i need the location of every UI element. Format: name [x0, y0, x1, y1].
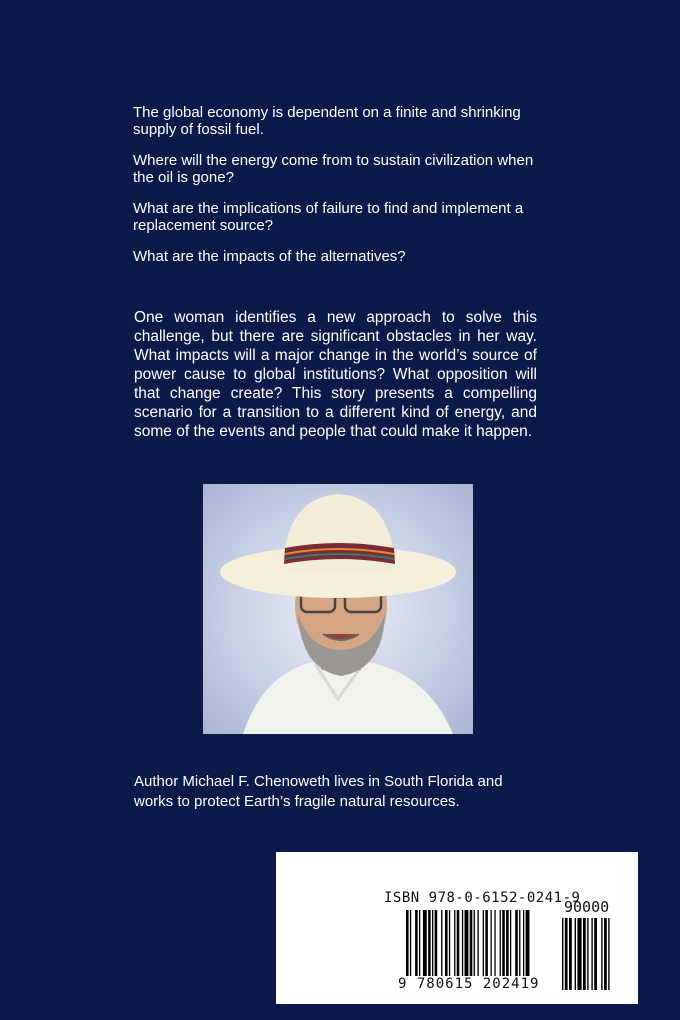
addon-bar	[577, 918, 581, 990]
barcode-bar	[441, 910, 442, 978]
price-code: 90000	[564, 898, 610, 916]
barcode-bar	[474, 910, 475, 978]
barcode-bar	[502, 910, 505, 978]
barcode-bar	[454, 910, 455, 978]
barcode-bar	[483, 910, 484, 978]
barcode-bar	[449, 910, 450, 978]
barcode-bar	[526, 910, 530, 978]
barcode-bar	[432, 910, 433, 978]
questions-block	[133, 104, 553, 279]
addon-bar	[562, 918, 563, 990]
barcode-bar	[494, 910, 495, 978]
barcode-bar	[519, 910, 520, 978]
addon-bar	[608, 918, 609, 990]
ean-digits: 9 780615 202419	[398, 976, 540, 992]
barcode-box	[276, 852, 638, 1004]
barcode-bar	[457, 910, 460, 978]
barcode-bar	[515, 910, 518, 978]
barcode-bar	[435, 910, 438, 978]
addon-bar	[565, 918, 568, 990]
question-1: The global economy is dependent on a finite and shrinking supply of fossil fuel.	[133, 104, 521, 138]
barcode-bar	[491, 910, 492, 978]
addon-bar	[594, 918, 597, 990]
blurb-paragraph: One woman identifies a new approach to solve this challenge, but there are significant obstacles in her way. What impacts will a major change in the world’s source of power cause to global institutions? What opposition will that change create? This story presents a compelling scenario for a transition to a different kind of energy, and some of the events and people that could make it happen.	[134, 309, 537, 440]
barcode-bar	[406, 910, 409, 978]
isbn-label: ISBN 978-0-6152-0241-9	[384, 890, 581, 906]
question-2: Where will the energy come from to sustain civilization when the oil is gone?	[133, 152, 534, 186]
barcode-bar	[478, 910, 479, 978]
author-photo	[203, 484, 473, 734]
addon-bar	[591, 918, 592, 990]
author-bio: Author Michael F. Chenoweth lives in South Florida and works to protect Earth’s fragile natural resources.	[134, 773, 503, 810]
addon-bar	[601, 918, 602, 990]
barcode-bar	[470, 910, 473, 978]
barcode-bar	[423, 910, 427, 978]
barcode-bar	[428, 910, 431, 978]
addon-bar	[604, 918, 607, 990]
barcode-bar	[462, 910, 463, 978]
addon-bar	[569, 918, 572, 990]
barcode-bar	[465, 910, 469, 978]
barcode-bar	[506, 910, 509, 978]
barcode-bar	[510, 910, 511, 978]
barcode-bar	[485, 910, 488, 978]
question-3: What are the implications of failure to find and implement a replacement source?	[133, 200, 524, 234]
question-4: What are the impacts of the alternatives?	[133, 248, 406, 265]
addon-bar	[587, 918, 588, 990]
addon-bar	[575, 918, 576, 990]
barcode-bar	[500, 910, 501, 978]
addon-bar	[583, 918, 586, 990]
barcode-bar	[523, 910, 524, 978]
author-portrait-image	[203, 484, 473, 734]
barcode-bar	[410, 910, 411, 978]
barcode-bar	[419, 910, 420, 978]
barcode-bar	[445, 910, 448, 978]
barcode-bar	[415, 910, 418, 978]
